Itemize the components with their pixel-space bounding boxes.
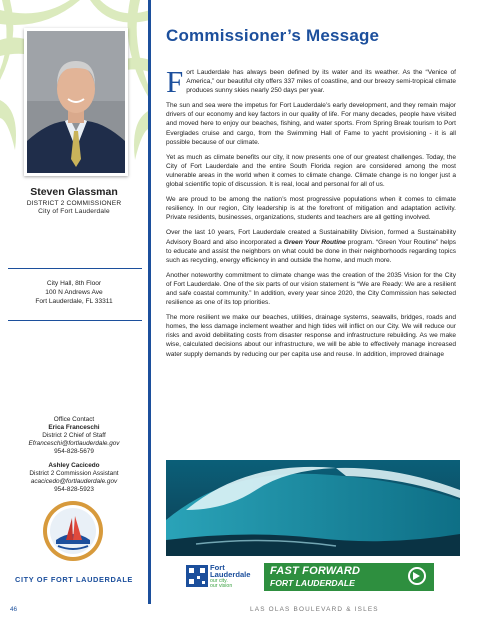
city-name-label: CITY OF FORT LAUDERDALE bbox=[15, 575, 133, 584]
ocean-wave-image bbox=[166, 460, 460, 556]
divider bbox=[8, 320, 142, 321]
divider bbox=[8, 268, 142, 269]
paragraph bbox=[166, 228, 456, 264]
paragraph bbox=[166, 64, 456, 99]
contact-2-role: District 2 Commission Assistant bbox=[29, 470, 119, 477]
contact-2-email[interactable]: acacicedo@fortlauderdale.gov bbox=[30, 478, 118, 485]
qr-code-icon bbox=[186, 565, 208, 587]
contact-1-role: District 2 Chief of Staff bbox=[42, 432, 106, 439]
commissioner-portrait bbox=[24, 28, 128, 176]
city-vision-logo bbox=[184, 563, 260, 591]
forward-arrow-icon bbox=[408, 567, 426, 585]
fast-forward-subtitle: FORT LAUDERDALE bbox=[270, 578, 355, 588]
brand-lauderdale: Lauderdale bbox=[210, 570, 251, 579]
paragraph-text: ort Lauderdale has always been defined by its water and its weather. As the “Venice of America,” our beautiful city offers 337 miles of coastline, and our breezy semi-tropical climate produces sunny skies nearly 250 days per year. bbox=[186, 69, 456, 95]
page-number: 46 bbox=[10, 606, 18, 613]
commissioner-name: Steven Glassman bbox=[30, 186, 118, 198]
sidebar bbox=[0, 0, 150, 604]
brand-tagline-1: our city. bbox=[210, 578, 228, 584]
contact-1-name: Erica Franceschi bbox=[48, 424, 100, 431]
sidebar-border bbox=[148, 0, 151, 604]
paragraph: We are proud to be among the nation’s most progressive populations when it comes to climate resiliency. In our region, City leadership is at the forefront of mitigation and adaptation activity. Private residents, businesses, organizations, students and teachers are all getting involved. bbox=[166, 196, 456, 222]
paragraph-text: program. “Green Your Routine” helps to educate and assist the neighbors on what could be done in their neighborhoods regarding topics such as recycling, energy efficiency in and outside the home, and much more. bbox=[166, 238, 456, 264]
publication-name: LAS OLAS BOULEVARD & ISLES bbox=[250, 606, 379, 613]
paragraph: The more resilient we make our beaches, utilities, drainage systems, seawalls, bridges, roads and homes, the less damage inclement weather and high tides will inflict on our City. We will reduce our risks and avoid debilitating costs from disaster response and infrastructure rebuilding. As we make wise, calculated decisions about our infrastructure, we will be able to effectively manage increased water supply demands by reducing our per capita use and reuse. In addition, improved drainage bbox=[166, 314, 456, 358]
commissioner-city: City of Fort Lauderdale bbox=[38, 208, 110, 215]
paragraph-text: Over the last 10 years, Fort Lauderdale created a Sustainability Division, formed a Sustainability Advisory Board and also incorporated a bbox=[166, 229, 456, 246]
paragraph: Another noteworthy commitment to climate change was the creation of the 2035 Vision for the City of Fort Lauderdale. One of the six parts of our vision statement is “We are Ready: We are a resilient and safe coastal community.” In addition, every year since 2020, the City Commission has selected resilience as one of its top priorities. bbox=[166, 271, 456, 307]
contact-2-name: Ashley Cacicedo bbox=[48, 462, 100, 469]
promo-banner[interactable] bbox=[184, 563, 434, 591]
contact-2-phone: 954-828-5923 bbox=[54, 486, 94, 493]
office-contact-heading: Office Contact bbox=[53, 416, 95, 423]
article-body bbox=[166, 64, 456, 365]
brand-tagline-2: our vision bbox=[210, 583, 233, 589]
paragraph: Yet as much as climate benefits our city, it now presents one of our greatest challenges. Today, the City of Fort Lauderdale and the entire South Florida region are considered among the most vulnerable areas in the world when it comes to climate change. Climate change is no longer just a global scientific topic of discussion. It is real, local and personal for all of us. bbox=[166, 153, 456, 189]
drop-cap: F bbox=[166, 64, 184, 99]
commissioner-role: DISTRICT 2 COMMISSIONER bbox=[26, 200, 122, 207]
contact-1-email[interactable]: Efranceschi@fortlauderdale.gov bbox=[28, 440, 120, 447]
city-seal-logo bbox=[42, 500, 104, 562]
page-title: Commissioner’s Message bbox=[166, 26, 380, 45]
paragraph: The sun and sea were the impetus for Fort Lauderdale’s early development, and they remain major drivers of our economy and key factors in our quality of life. For many decades, people have visited and moved here to enjoy our beaches, fishing, and water sports. From Spring Break tourism to Port Everglades cruise and cargo, from the Swimming Hall of Fame to yacht provisioning - it is all possible because of our climate. bbox=[166, 102, 456, 146]
brand-fort: Fort bbox=[210, 563, 225, 572]
address-line-1: City Hall, 8th Floor bbox=[46, 280, 102, 287]
fast-forward-banner bbox=[264, 563, 434, 591]
program-name: Green Your Routine bbox=[283, 238, 346, 246]
address-line-3: Fort Lauderdale, FL 33311 bbox=[35, 298, 113, 305]
contact-1-phone: 954-828-5679 bbox=[54, 448, 94, 455]
address-line-2: 100 N Andrews Ave bbox=[45, 289, 103, 296]
fast-forward-title: FAST FORWARD bbox=[270, 565, 361, 577]
